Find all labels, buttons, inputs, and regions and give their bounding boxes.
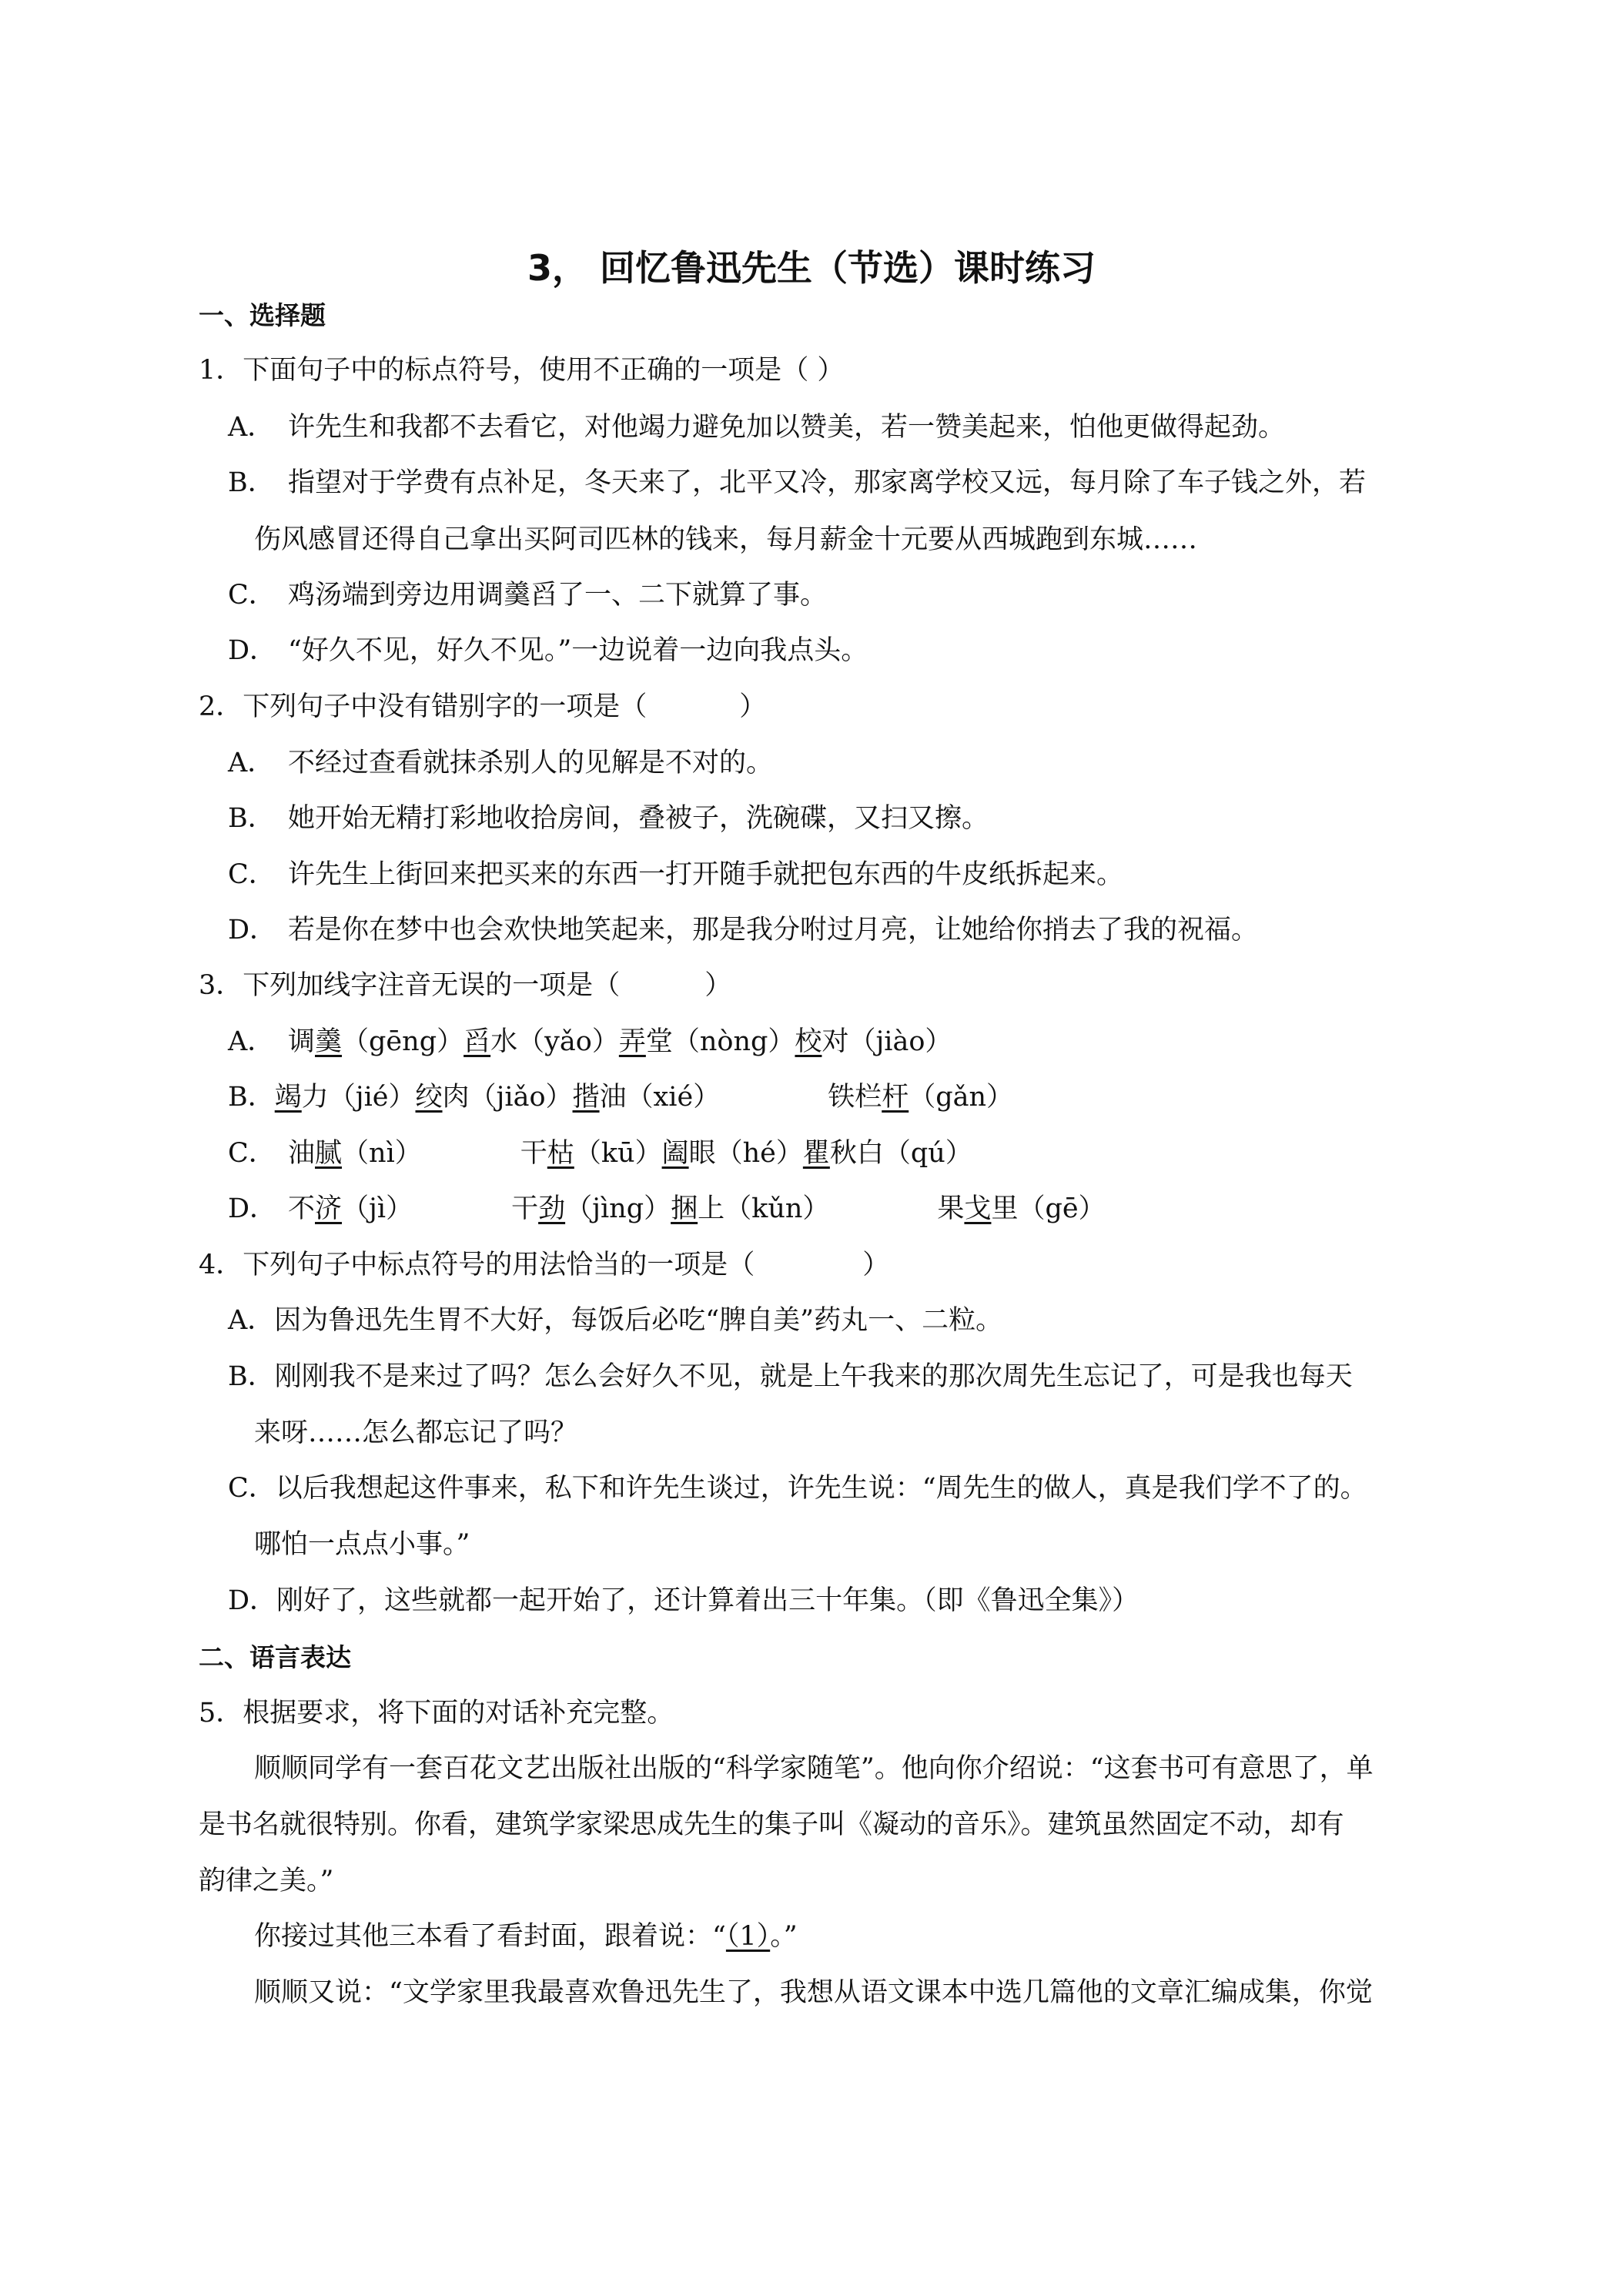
paragraph-text: 。” xyxy=(770,1921,798,1952)
option-word: 干 xyxy=(520,1138,547,1169)
answer-blank-1[interactable]: （1） xyxy=(725,1921,771,1952)
option-word: 调 xyxy=(288,1026,316,1057)
question-5-paragraph-1c: 韵律之美。” xyxy=(199,1866,334,1896)
question-1-stem: 1．下面句子中的标点符号，使用不正确的一项是（ ） xyxy=(199,355,845,386)
option-word: 油（xié） xyxy=(599,1082,721,1113)
question-4-option-b-cont: 来呀……怎么都忘记了吗？ xyxy=(254,1417,578,1448)
pinyin: （jìng） xyxy=(565,1193,671,1224)
question-4-option-b: B．刚刚我不是来过了吗？怎么会好久不见，就是上午我来的那次周先生忘记了，可是我也每天 xyxy=(228,1361,1353,1392)
option-word: 铁栏 xyxy=(828,1082,882,1113)
underlined-char: 枯 xyxy=(547,1138,574,1169)
underlined-char: 揩 xyxy=(572,1082,600,1113)
underlined-char: 阖 xyxy=(661,1138,689,1169)
option-text: 许先生上街回来把买来的东西一打开随手就把包东西的牛皮纸拆起来。 xyxy=(288,859,1124,890)
question-2-option-a xyxy=(228,744,773,782)
underlined-char: 舀 xyxy=(463,1026,491,1057)
question-2-option-c xyxy=(228,855,1123,894)
underlined-char: 戈 xyxy=(964,1193,992,1224)
stem-end: ） xyxy=(704,970,732,1001)
option-word: 干 xyxy=(511,1193,539,1224)
question-2-option-d xyxy=(228,911,1258,949)
question-5-paragraph-1a: 顺顺同学有一套百花文艺出版社出版的“科学家随笔”。他向你介绍说：“这套书可有意思了，单 xyxy=(254,1753,1374,1784)
option-word: 对（jiào） xyxy=(822,1026,952,1057)
option-label: B． xyxy=(228,1082,275,1113)
option-text: 许先生和我都不去看它，对他竭力避免加以赞美，若一赞美起来，怕他更做得起劲。 xyxy=(288,412,1286,443)
option-label: C． xyxy=(228,1138,276,1169)
option-label: D． xyxy=(228,915,277,946)
option-label: C． xyxy=(228,580,276,611)
option-label: C． xyxy=(228,859,276,890)
option-word: 秋白（qú） xyxy=(829,1138,972,1169)
question-2-option-b xyxy=(228,799,989,838)
underlined-char: 校 xyxy=(795,1026,822,1057)
pinyin: （gēng） xyxy=(342,1026,464,1057)
page-title: 3， 回忆鲁迅先生（节选）课时练习 xyxy=(527,247,1096,289)
question-5-paragraph-3: 顺顺又说：“文学家里我最喜欢鲁迅先生了，我想从语文课本中选几篇他的文章汇编成集，你觉 xyxy=(254,1977,1373,2008)
option-label: D． xyxy=(228,1193,277,1224)
pinyin: （kū） xyxy=(574,1138,662,1169)
question-4-option-d: D．刚好了，这些就都一起开始了，还计算着出三十年集。（即《鲁迅全集》） xyxy=(228,1585,1139,1616)
underlined-char: 腻 xyxy=(315,1138,343,1169)
paragraph-text: 你接过其他三本看了看封面，跟着说：“ xyxy=(254,1921,726,1952)
option-text: 指望对于学费有点补足，冬天来了，北平又冷，那家离学校又远，每月除了车子钱之外，若 xyxy=(288,467,1367,498)
pinyin: 里（gē） xyxy=(991,1193,1106,1224)
stem-text: 4．下列句子中标点符号的用法恰当的一项是（ xyxy=(199,1250,755,1280)
question-4-option-c: C．以后我想起这件事来，私下和许先生谈过，许先生说：“周先生的做人，真是我们学不了的。 xyxy=(228,1473,1367,1504)
question-3-stem xyxy=(199,966,731,1005)
question-2-stem xyxy=(199,688,766,726)
underlined-char: 竭 xyxy=(274,1082,302,1113)
option-word: 水（yǎo） xyxy=(490,1026,619,1057)
underlined-char: 羹 xyxy=(315,1026,343,1057)
question-1-option-b xyxy=(228,464,1366,502)
option-word: 油 xyxy=(288,1138,316,1169)
question-3-option-a xyxy=(228,1022,952,1061)
question-5-stem: 5．根据要求，将下面的对话补充完整。 xyxy=(199,1698,674,1729)
question-3-option-c xyxy=(228,1134,972,1173)
option-label: A． xyxy=(228,1026,275,1057)
option-label: D． xyxy=(228,635,277,666)
question-1-option-c xyxy=(228,576,827,614)
question-1-option-a xyxy=(228,408,1285,447)
option-word: 果 xyxy=(937,1193,965,1224)
pinyin: （nì） xyxy=(342,1138,422,1169)
option-word: 堂（nòng） xyxy=(645,1026,795,1057)
question-4-option-a: A．因为鲁迅先生胃不大好，每饭后必吃“脾自美”药丸一、二粒。 xyxy=(228,1305,1003,1336)
option-text: 若是你在梦中也会欢快地笑起来，那是我分咐过月亮，让她给你捎去了我的祝福。 xyxy=(288,915,1259,946)
question-3-option-d xyxy=(228,1190,1106,1228)
underlined-char: 弄 xyxy=(618,1026,646,1057)
option-label: A． xyxy=(228,748,275,778)
pinyin: （jì） xyxy=(342,1193,413,1224)
question-5-paragraph-2 xyxy=(254,1917,798,1956)
question-1-option-b-cont: 伤风感冒还得自己拿出买阿司匹林的钱来，每月薪金十元要从西城跑到东城…… xyxy=(254,524,1198,555)
question-4-option-c-cont: 哪怕一点点小事。” xyxy=(254,1529,470,1560)
underlined-char: 劲 xyxy=(538,1193,566,1224)
option-word: 上（kǔn） xyxy=(698,1193,830,1224)
option-word: 肉（jiǎo） xyxy=(442,1082,573,1113)
option-text: 鸡汤端到旁边用调羹舀了一、二下就算了事。 xyxy=(288,580,828,611)
option-word: 力（jié） xyxy=(301,1082,416,1113)
section-heading-language: 二、语言表达 xyxy=(199,1642,351,1672)
option-text: “好久不见，好久不见。”一边说着一边向我点头。 xyxy=(288,635,868,666)
underlined-char: 济 xyxy=(315,1193,343,1224)
option-label: A． xyxy=(228,412,275,443)
underlined-char: 捆 xyxy=(671,1193,698,1224)
underlined-char: 绞 xyxy=(415,1082,443,1113)
stem-text: 2．下列句子中没有错别字的一项是（ xyxy=(199,691,648,722)
option-word: 不 xyxy=(288,1193,316,1224)
underlined-char: 瞿 xyxy=(802,1138,830,1169)
question-5-paragraph-1b: 是书名就很特别。你看，建筑学家梁思成先生的集子叫《凝动的音乐》。建筑虽然固定不动，却有 xyxy=(199,1809,1344,1840)
option-word: 眼（hé） xyxy=(688,1138,803,1169)
question-3-option-b xyxy=(228,1078,1013,1116)
option-label: B． xyxy=(228,467,275,498)
question-1-option-d xyxy=(228,631,868,670)
underlined-char: 杆 xyxy=(882,1082,909,1113)
option-text: 不经过查看就抹杀别人的见解是不对的。 xyxy=(288,748,774,778)
pinyin: （gǎn） xyxy=(909,1082,1014,1113)
section-heading-choice: 一、选择题 xyxy=(199,300,326,330)
option-text: 她开始无精打彩地收拾房间，叠被子，洗碗碟，又扫又擦。 xyxy=(288,803,989,834)
stem-text: 3．下列加线字注音无误的一项是（ xyxy=(199,970,621,1001)
stem-end: ） xyxy=(862,1250,890,1280)
question-4-stem xyxy=(199,1246,889,1284)
stem-end: ） xyxy=(739,691,767,722)
option-label: B． xyxy=(228,803,275,834)
